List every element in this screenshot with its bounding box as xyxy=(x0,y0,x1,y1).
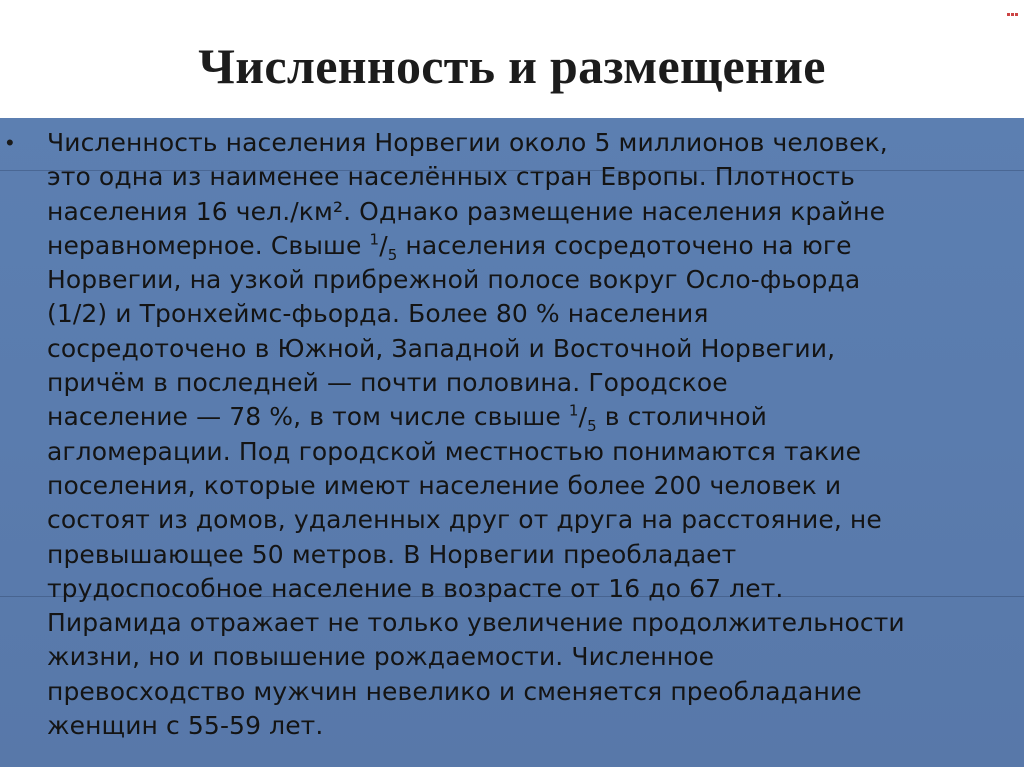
text-line: поселения, которые имеют население более 200 человек и xyxy=(47,470,842,500)
text-line: женщин с 55-59 лет. xyxy=(47,711,324,741)
title-area xyxy=(0,0,1024,118)
fraction-slash: / xyxy=(578,402,588,432)
text-line: (1/2) и Тронхеймс-фьорда. Более 80 % населения xyxy=(47,299,709,329)
text-line: жизни, но и повышение рождаемости. Численное xyxy=(47,642,715,672)
text-line: трудоспособное население в возрасте от 16 до 67 лет. xyxy=(47,573,784,603)
text-line: состоят из домов, удаленных друг от друга на расстояние, не xyxy=(47,505,882,535)
text-line xyxy=(47,400,1015,434)
text-line: сосредоточено в Южной, Западной и Восточной Норвегии, xyxy=(47,333,836,363)
corner-marks xyxy=(1006,3,1020,7)
content-area xyxy=(0,118,1024,767)
fraction-slash: / xyxy=(379,230,388,260)
text-line: Численность населения Норвегии около 5 миллионов человек, xyxy=(47,128,888,157)
body-paragraph xyxy=(47,126,1015,743)
text-line xyxy=(47,229,1015,263)
fraction-denominator: 5 xyxy=(587,417,597,436)
fraction-denominator: 5 xyxy=(387,245,398,264)
bullet-marker: • xyxy=(6,130,14,155)
slide-title: Численность и размещение xyxy=(198,38,826,94)
fraction-numerator: 1 xyxy=(568,402,579,421)
text-line: агломерации. Под городской местностью понимаются такие xyxy=(47,436,862,466)
text-segment: неравномерное. Свыше xyxy=(47,230,370,260)
text-segment: в столичной xyxy=(596,402,768,432)
text-line: превосходство мужчин невелико и сменяется преобладание xyxy=(47,676,862,706)
text-line: причём в последней — почти половина. Городское xyxy=(47,368,728,398)
text-segment: населения сосредоточено на юге xyxy=(397,230,852,260)
fraction-numerator: 1 xyxy=(369,230,380,249)
text-line: Пирамида отражает не только увеличение продолжительности xyxy=(47,608,905,638)
text-segment: население — 78 %, в том числе свыше xyxy=(47,402,569,432)
text-line: это одна из наименее населённых стран Европы. Плотность xyxy=(47,162,856,192)
text-line: Норвегии, на узкой прибрежной полосе вокруг Осло-фьорда xyxy=(47,265,861,295)
text-line: превышающее 50 метров. В Норвегии преобладает xyxy=(47,539,737,569)
text-line: населения 16 чел./км². Однако размещение населения крайне xyxy=(47,196,886,226)
